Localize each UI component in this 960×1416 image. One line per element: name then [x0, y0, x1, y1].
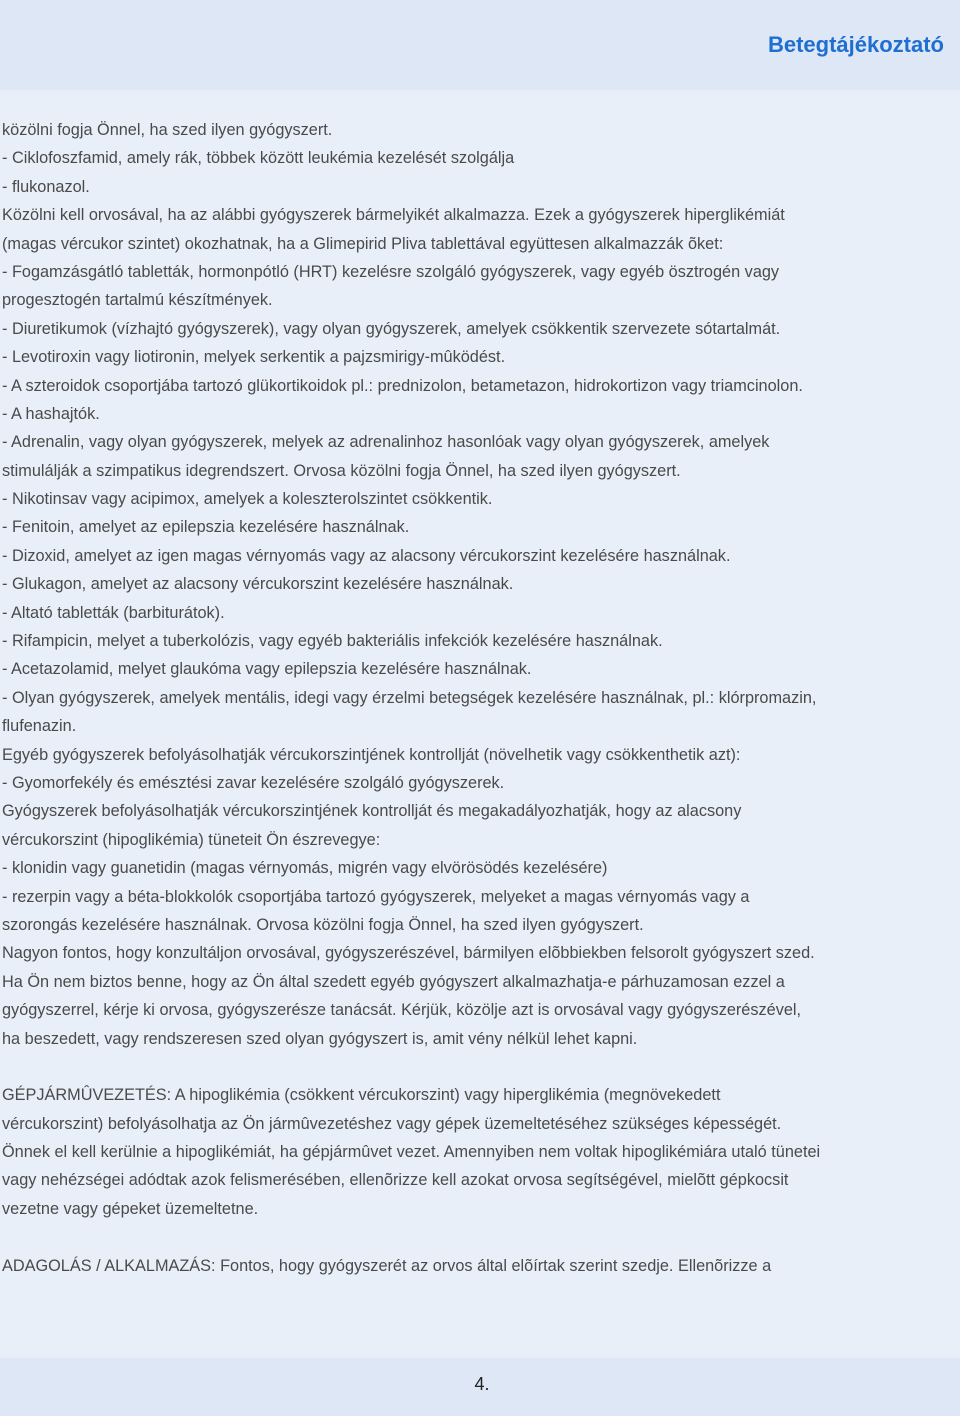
body-line: szorongás kezelésére használnak. Orvosa közölni fogja Önnel, ha szed ilyen gyógyszert. [2, 915, 644, 934]
body-line: - klonidin vagy guanetidin (magas vérnyomás, migrén vagy elvörösödés kezelésére) [2, 859, 608, 878]
body-line: - Gyomorfekély és emésztési zavar kezelésére szolgáló gyógyszerek. [2, 773, 505, 792]
body-line: Nagyon fontos, hogy konzultáljon orvosával, gyógyszerészével, bármilyen elõbbiekben felsorolt gyógyszert szed. [2, 944, 815, 963]
body-line: - Adrenalin, vagy olyan gyógyszerek, melyek az adrenalinhoz hasonlóak vagy olyan gyógyszerek, amelyek [2, 433, 770, 452]
body-text [2, 116, 958, 1280]
body-line: - A szteroidok csoportjába tartozó glükortikoidok pl.: prednizolon, betametazon, hidrokortizon vagy triamcinolon. [2, 376, 803, 395]
body-line: Önnek el kell kerülnie a hipoglikémiát, ha gépjármûvet vezet. Amennyiben nem voltak hipoglikémiára utaló tünetei [2, 1143, 821, 1162]
body-line: flufenazin. [2, 717, 77, 736]
body-line: közölni fogja Önnel, ha szed ilyen gyógyszert. [2, 121, 333, 139]
body-line: vércukorszint) befolyásolhatja az Ön jármûvezetéshez vagy gépek üzemeltetéséhez szükséges képességét. [2, 1114, 782, 1133]
blank-line [2, 1223, 958, 1251]
body-line: ADAGOLÁS / ALKALMAZÁS: Fontos, hogy gyógyszerét az orvos által elõírtak szerint szedje. Ellenõrizze a [2, 1256, 772, 1275]
body-line: Közölni kell orvosával, ha az alábbi gyógyszerek bármelyikét alkalmazza. Ezek a gyógyszerek hiperglikémiát [2, 206, 785, 225]
body-line: stimulálják a szimpatikus idegrendszert. Orvosa közölni fogja Önnel, ha szed ilyen gyógyszert. [2, 461, 681, 480]
body-line: GÉPJÁRMÛVEZETÉS: A hipoglikémia (csökkent vércukorszint) vagy hiperglikémia (megnövekedett [2, 1086, 721, 1105]
body-line: ha beszedett, vagy rendszeresen szed olyan gyógyszert is, amit vény nélkül lehet kapni. [2, 1029, 638, 1048]
body-line: vagy nehézségei adódtak azok felismerésében, ellenõrizze kell azokat orvosa segítségével, mielõtt gépkocsit [2, 1171, 789, 1190]
body-line: - Altató tabletták (barbiturátok). [2, 603, 225, 622]
body-line: Egyéb gyógyszerek befolyásolhatják vércukorszintjének kontrollját (növelhetik vagy csökkenthetik azt): [2, 745, 741, 764]
body-line: vezetne vagy gépeket üzemeltetne. [2, 1199, 259, 1218]
body-line: (magas vércukor szintet) okozhatnak, ha a Glimepirid Pliva tablettával együttesen alkalmazzák õket: [2, 234, 724, 253]
body-line: - Rifampicin, melyet a tuberkolózis, vagy egyéb bakteriális infekciók kezelésére használnak. [2, 632, 663, 651]
body-line: - Glukagon, amelyet az alacsony vércukorszint kezelésére használnak. [2, 575, 514, 594]
header-title: Betegtájékoztató [767, 32, 944, 57]
body-line: - Diuretikumok (vízhajtó gyógyszerek), vagy olyan gyógyszerek, amelyek csökkentik szervezete sótartalmát. [2, 319, 781, 338]
body-line: - Ciklofoszfamid, amely rák, többek között leukémia kezelését szolgálja [2, 149, 515, 168]
body-line: Gyógyszerek befolyásolhatják vércukorszintjének kontrollját és megakadályozhatják, hogy az alacsony [2, 802, 742, 821]
body-line: - Acetazolamid, melyet glaukóma vagy epilepszia kezelésére használnak. [2, 660, 532, 679]
body-line: - Levotiroxin vagy liotironin, melyek serkentik a pajzsmirigy-mûködést. [2, 348, 506, 367]
body-line: gyógyszerrel, kérje ki orvosa, gyógyszerésze tanácsát. Kérjük, közölje azt is orvosával vagy gyógyszerészével, [2, 1001, 802, 1020]
body-line: - Fenitoin, amelyet az epilepszia kezelésére használnak. [2, 518, 410, 537]
body-line: - Olyan gyógyszerek, amelyek mentális, idegi vagy érzelmi betegségek kezelésére használnak, pl.: klórpromazin, [2, 688, 817, 707]
page-number: 4. [474, 1374, 490, 1394]
body-line: - Dizoxid, amelyet az igen magas vérnyomás vagy az alacsony vércukorszint kezelésére használnak. [2, 546, 731, 565]
body-line: - Nikotinsav vagy acipimox, amelyek a koleszterolszintet csökkentik. [2, 490, 493, 509]
blank-line [2, 1053, 958, 1081]
header-band [0, 0, 960, 90]
body-line: progesztogén tartalmú készítmények. [2, 291, 273, 310]
body-line: - rezerpin vagy a béta-blokkolók csoportjába tartozó gyógyszerek, melyeket a magas vérnyomás vagy a [2, 887, 750, 906]
body-line: - A hashajtók. [2, 404, 100, 423]
body-line: Ha Ön nem biztos benne, hogy az Ön által szedett egyéb gyógyszert alkalmazhatja-e párhuzamosan ezzel a [2, 972, 785, 991]
body-line: - flukonazol. [2, 177, 90, 196]
body-line: - Fogamzásgátló tabletták, hormonpótló (HRT) kezelésre szolgáló gyógyszerek, vagy egyéb ösztrogén vagy [2, 262, 780, 281]
body-line: vércukorszint (hipoglikémia) tüneteit Ön észrevegye: [2, 830, 381, 849]
